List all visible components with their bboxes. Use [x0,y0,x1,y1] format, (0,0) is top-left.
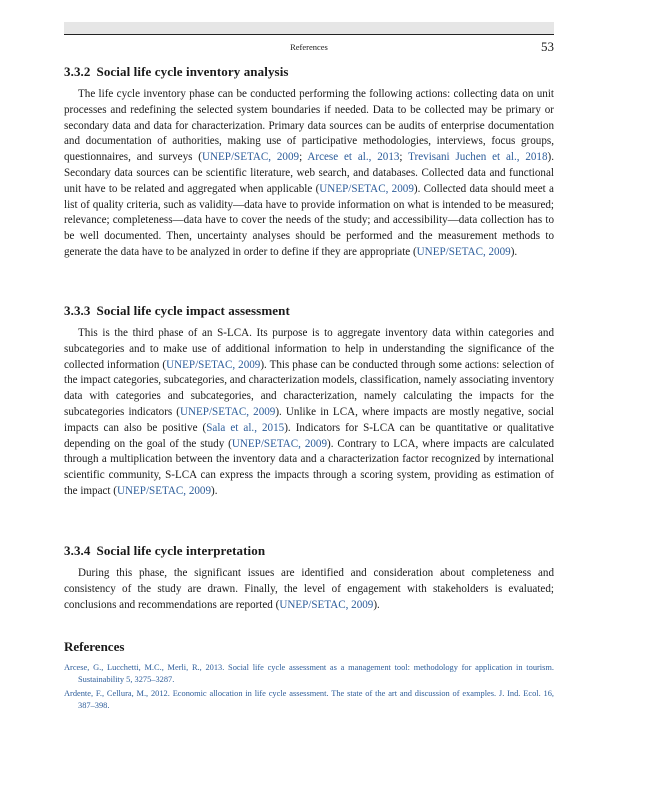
running-head [64,40,554,56]
text-run: ). Secondary data sources can be scientific literature, web search, and databases. Collected data and functional unit have to be related and aggregated when applicable ( [64,151,554,195]
text-run: ; [299,151,308,164]
paragraph [64,87,554,261]
section-number: 3.3.2 [64,64,91,79]
section-body-3-3-4 [64,566,554,613]
reference-item: Ardente, F., Cellura, M., 2012. Economic allocation in life cycle assessment. The state of the art and discussion of examples. J. Ind. Ecol. 16, 387–398. [64,689,554,710]
references-list [64,662,554,714]
text-run: ). Indicators for S-LCA can be quantitative or qualitative depending on the goal of the study ( [64,421,554,450]
citation-link[interactable]: Arcese et al., 2013 [307,151,400,164]
text-run: ). Contrary to LCA, where impacts are calculated through a multiplication between the inventory data and a characterization factor recognized by international scientific community, S-LCA can express the impacts through a scoring system, providing as estimation of the impact ( [64,437,555,497]
text-run: This is the third phase of an S-LCA. Its purpose is to aggregate inventory data within categories and subcategories and to make use of additional information to help in understanding the significance of the collected information ( [64,327,554,371]
running-title: References [290,42,328,52]
citation-link[interactable]: UNEP/SETAC, 2009 [279,598,374,611]
text-run: ). [373,598,380,611]
section-heading-3-3-4 [64,543,554,559]
section-title: Social life cycle inventory analysis [96,64,289,79]
header-bar [64,22,554,34]
text-run: ). [211,484,218,497]
text-run: ). Collected data should meet a list of quality criteria, such as validity—data have to provide information on what is intended to be measured; relevance; completeness—data have to cover the needs of the study; and accessibility—data collection has to be well documented. Then, uncertainty analyses should be performed and the measurement methods to generate the data have to be analyzed in order to define if they are appropriate ( [64,182,554,258]
citation-link[interactable]: UNEP/SETAC, 2009 [416,245,511,258]
section-heading-3-3-3 [64,303,554,319]
text-run: The life cycle inventory phase can be conducted performing the following actions: collecting data on unit processes and redefining the selected system boundaries if needed. Data to be collected may be primary or secondary data and data for characterization. Primary data sources can be audits of enterprise documentation and documentation of authorities, making use of participative methodologies, interviews, focus groups, questionnaires, and surveys ( [64,88,554,164]
text-run: ). Unlike in LCA, where impacts are mostly negative, social impacts can also be positive ( [64,405,554,434]
section-body-3-3-3 [64,326,554,500]
section-heading-3-3-2 [64,64,554,80]
text-run: ; [399,151,409,164]
references-heading: References [64,639,125,654]
section-title: Social life cycle impact assessment [96,303,290,318]
reference-item: Arcese, G., Lucchetti, M.C., Merli, R., 2013. Social life cycle assessment as a management tool: methodology for application in tourism. Sustainability 5, 3275–3287. [64,663,554,684]
section-title: Social life cycle interpretation [96,543,266,558]
citation-link[interactable]: UNEP/SETAC, 2009 [231,437,328,450]
paragraph [64,566,554,613]
section-number: 3.3.3 [64,303,91,318]
citation-link[interactable]: UNEP/SETAC, 2009 [116,484,212,497]
citation-link[interactable]: UNEP/SETAC, 2009 [201,151,300,164]
citation-link[interactable]: Sala et al., 2015 [206,421,285,434]
citation-link[interactable]: UNEP/SETAC, 2009 [319,182,414,195]
text-run: ). This phase can be conducted through some actions: selection of the impact categories, subcategories, and characterization models, classification, namely associating inventory data with categories and subcategories, and characterization, namely calculating the impacts for the subcategories indicators ( [64,358,555,418]
paragraph [64,326,554,500]
citation-link[interactable]: UNEP/SETAC, 2009 [166,358,261,371]
section-number: 3.3.4 [64,543,91,558]
section-body-3-3-2 [64,87,554,261]
page-number: 53 [541,39,554,54]
citation-link[interactable]: UNEP/SETAC, 2009 [180,405,276,418]
header-rule [64,34,554,35]
citation-link[interactable]: Trevisani Juchen et al., 2018 [408,151,548,164]
text-run: During this phase, the significant issues are identified and consideration about completeness and consistency of the study are drawn. Finally, the level of engagement with stakeholders is evaluated; conclusions and recommendations are reported ( [64,567,554,611]
text-run: ). [510,245,518,258]
